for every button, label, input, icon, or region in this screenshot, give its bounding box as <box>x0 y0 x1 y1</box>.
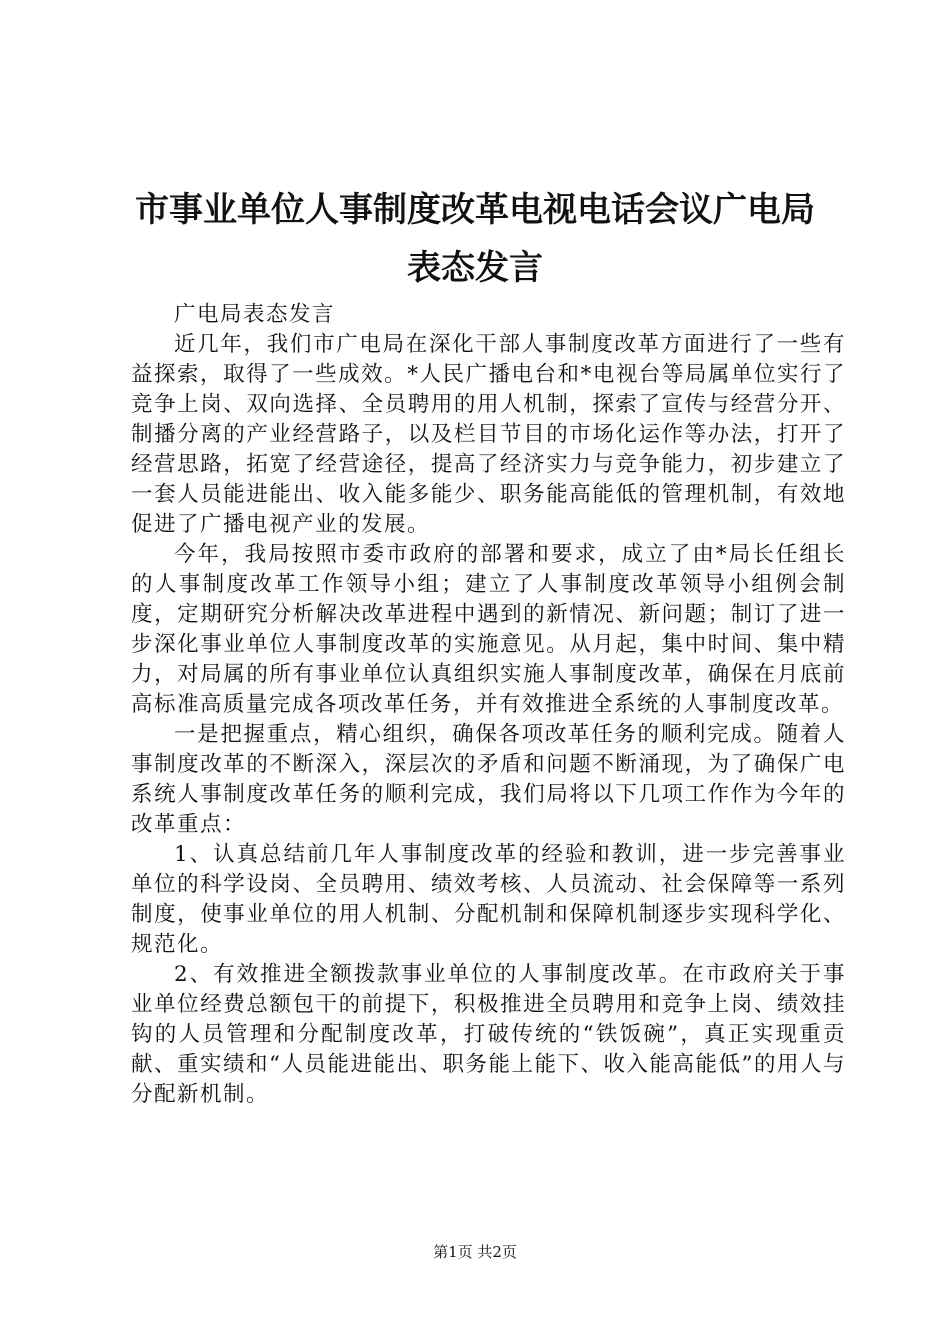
document-title-line-2: 表态发言 <box>407 248 543 288</box>
document-title-line-1: 市事业单位人事制度改革电视电话会议广电局 <box>135 190 815 230</box>
paragraph-subtitle: 广电局表态发言 <box>174 302 336 327</box>
paragraph-item-1: 1、认真总结前几年人事制度改革的经验和教训，进一步完善事业单位的科学设岗、全员聘用、绩效考核、人员流动、社会保障等一系列制度，使事业单位的用人机制、分配机制和保障机制逐步实现科学化、规范化。 <box>131 842 846 957</box>
document-body <box>131 300 846 1110</box>
paragraph-this-year: 今年，我局按照市委市政府的部署和要求，成立了由*局长任组长的人事制度改革工作领导小组；建立了人事制度改革领导小组例会制度，定期研究分析解决改革进程中遇到的新情况、新问题；制订了进一步深化事业单位人事制度改革的实施意见。从月起，集中时间、集中精力，对局属的所有事业单位认真组织实施人事制度改革，确保在月底前高标准高质量完成各项改革任务，并有效推进全系统的人事制度改革。 <box>131 542 846 717</box>
page-footer: 第1页 共2页 <box>433 1243 517 1261</box>
paragraph-item-2: 2、有效推进全额拨款事业单位的人事制度改革。在市政府关于事业单位经费总额包干的前提下，积极推进全员聘用和竞争上岗、绩效挂钩的人员管理和分配制度改革，打破传统的“铁饭碗”，真正实现重贡献、重实绩和“人员能进能出、职务能上能下、收入能高能低”的用人与分配新机制。 <box>131 962 846 1107</box>
paragraph-intro: 近几年，我们市广电局在深化干部人事制度改革方面进行了一些有益探索，取得了一些成效。*人民广播电台和*电视台等局属单位实行了竞争上岗、双向选择、全员聘用的用人机制，探索了宣传与经营分开、制播分离的产业经营路子，以及栏目节目的市场化运作等办法，打开了经营思路，拓宽了经营途径，提高了经济实力与竞争能力，初步建立了一套人员能进能出、收入能多能少、职务能高能低的管理机制，有效地促进了广播电视产业的发展。 <box>131 332 846 537</box>
paragraph-point-one: 一是把握重点，精心组织，确保各项改革任务的顺利完成。随着人事制度改革的不断深入，深层次的矛盾和问题不断涌现，为了确保广电系统人事制度改革任务的顺利完成，我们局将以下几项工作作为今年的改革重点： <box>131 722 846 837</box>
